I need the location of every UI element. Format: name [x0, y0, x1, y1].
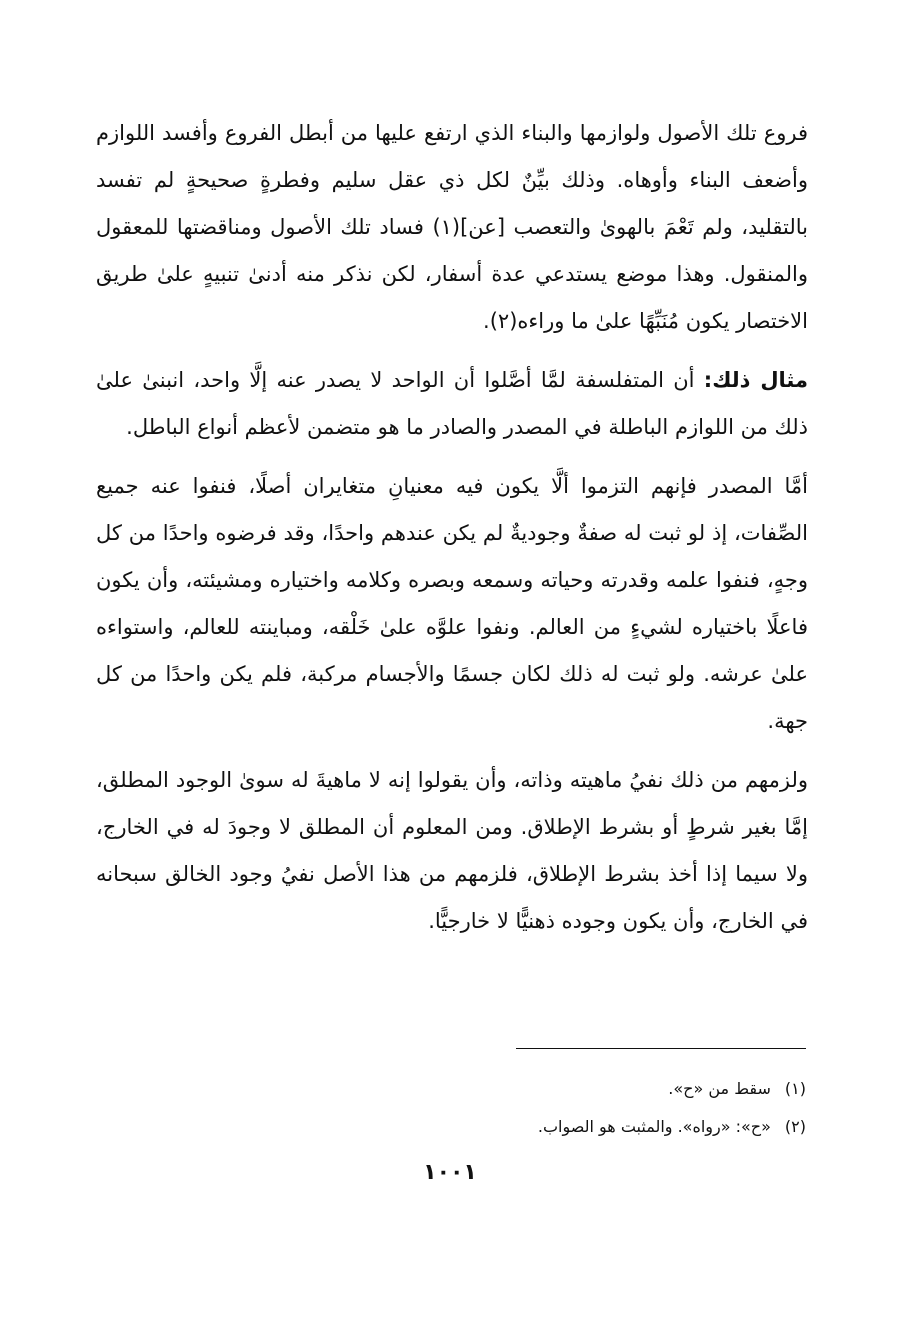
paragraph-3 — [96, 463, 808, 745]
footnote-number: (٢) — [784, 1117, 806, 1136]
footnote-1 — [94, 1070, 806, 1108]
main-text — [96, 110, 808, 957]
paragraph-text: ولزمهم من ذلك نفيُ ماهيته وذاته، وأن يقولوا إنه لا ماهيةَ له سوىٰ الوجود المطلق، إمَّا بغير شرطٍ أو بشرط الإطلاق. ومن المعلوم أن المطلق لا وجودَ له في الخارج، ولا سيما إذا أخذ بشرط الإطلاق، فلزمهم من هذا الأصل نفيُ وجود الخالق سبحانه في الخارج، وأن يكون وجوده ذهنيًّا لا خارجيًّا. — [96, 768, 808, 933]
footnotes — [94, 1070, 806, 1146]
paragraph-1 — [96, 110, 808, 345]
paragraph-text: أن المتفلسفة لمَّا أصَّلوا أن الواحد لا يصدر عنه إلَّا واحد، انبنىٰ علىٰ ذلك من اللوازم الباطلة في المصدر والصادر ما هو متضمن لأعظم أنواع الباطل. — [96, 368, 808, 439]
paragraph-lead: مثال ذلك: — [703, 368, 808, 392]
footnote-text: سقط من «ح». — [668, 1079, 771, 1098]
paragraph-4 — [96, 757, 808, 945]
page-number: ١٠٠١ — [423, 1160, 477, 1185]
paragraph-text: أمَّا المصدر فإنهم التزموا ألَّا يكون فيه معنيانِ متغايران أصلًا، فنفوا عنه جميع الصِّفات، إذ لو ثبت له صفةٌ وجوديةٌ لم يكن عندهم واحدًا، وقد فرضوه واحدًا من كل وجهٍ، فنفوا علمه وقدرته وحياته وسمعه وبصره وكلامه واختياره ومشيئته، وأن يكون فاعلًا باختياره لشيءٍ من العالم. ونفوا علوَّه علىٰ خَلْقه، ومباينته للعالم، واستواءه علىٰ عرشه. ولو ثبت له ذلك لكان جسمًا والأجسام مركبة، فلم يكن واحدًا من كل جهة. — [96, 474, 808, 733]
footnote-text: «ح»: «رواه». والمثبت هو الصواب. — [537, 1117, 771, 1136]
footnote-divider — [516, 1048, 806, 1049]
footnote-2 — [94, 1108, 806, 1146]
footnote-number: (١) — [784, 1079, 806, 1098]
paragraph-2 — [96, 357, 808, 451]
paragraph-text: فروع تلك الأصول ولوازمها والبناء الذي ارتفع عليها من أبطل الفروع وأفسد اللوازم وأضعف البناء وأوهاه. وذلك بيِّنٌ لكل ذي عقل سليم وفطرةٍ صحيحةٍ لم تفسد بالتقليد، ولم تَعْمَ بالهوىٰ والتعصب [عن](١) فساد تلك الأصول ومناقضتها للمعقول والمنقول. وهذا موضع يستدعي عدة أسفار، لكن نذكر منه أدنىٰ تنبيهٍ علىٰ طريق الاختصار يكون مُنَبِّهًا علىٰ ما وراءه(٢). — [96, 121, 808, 333]
